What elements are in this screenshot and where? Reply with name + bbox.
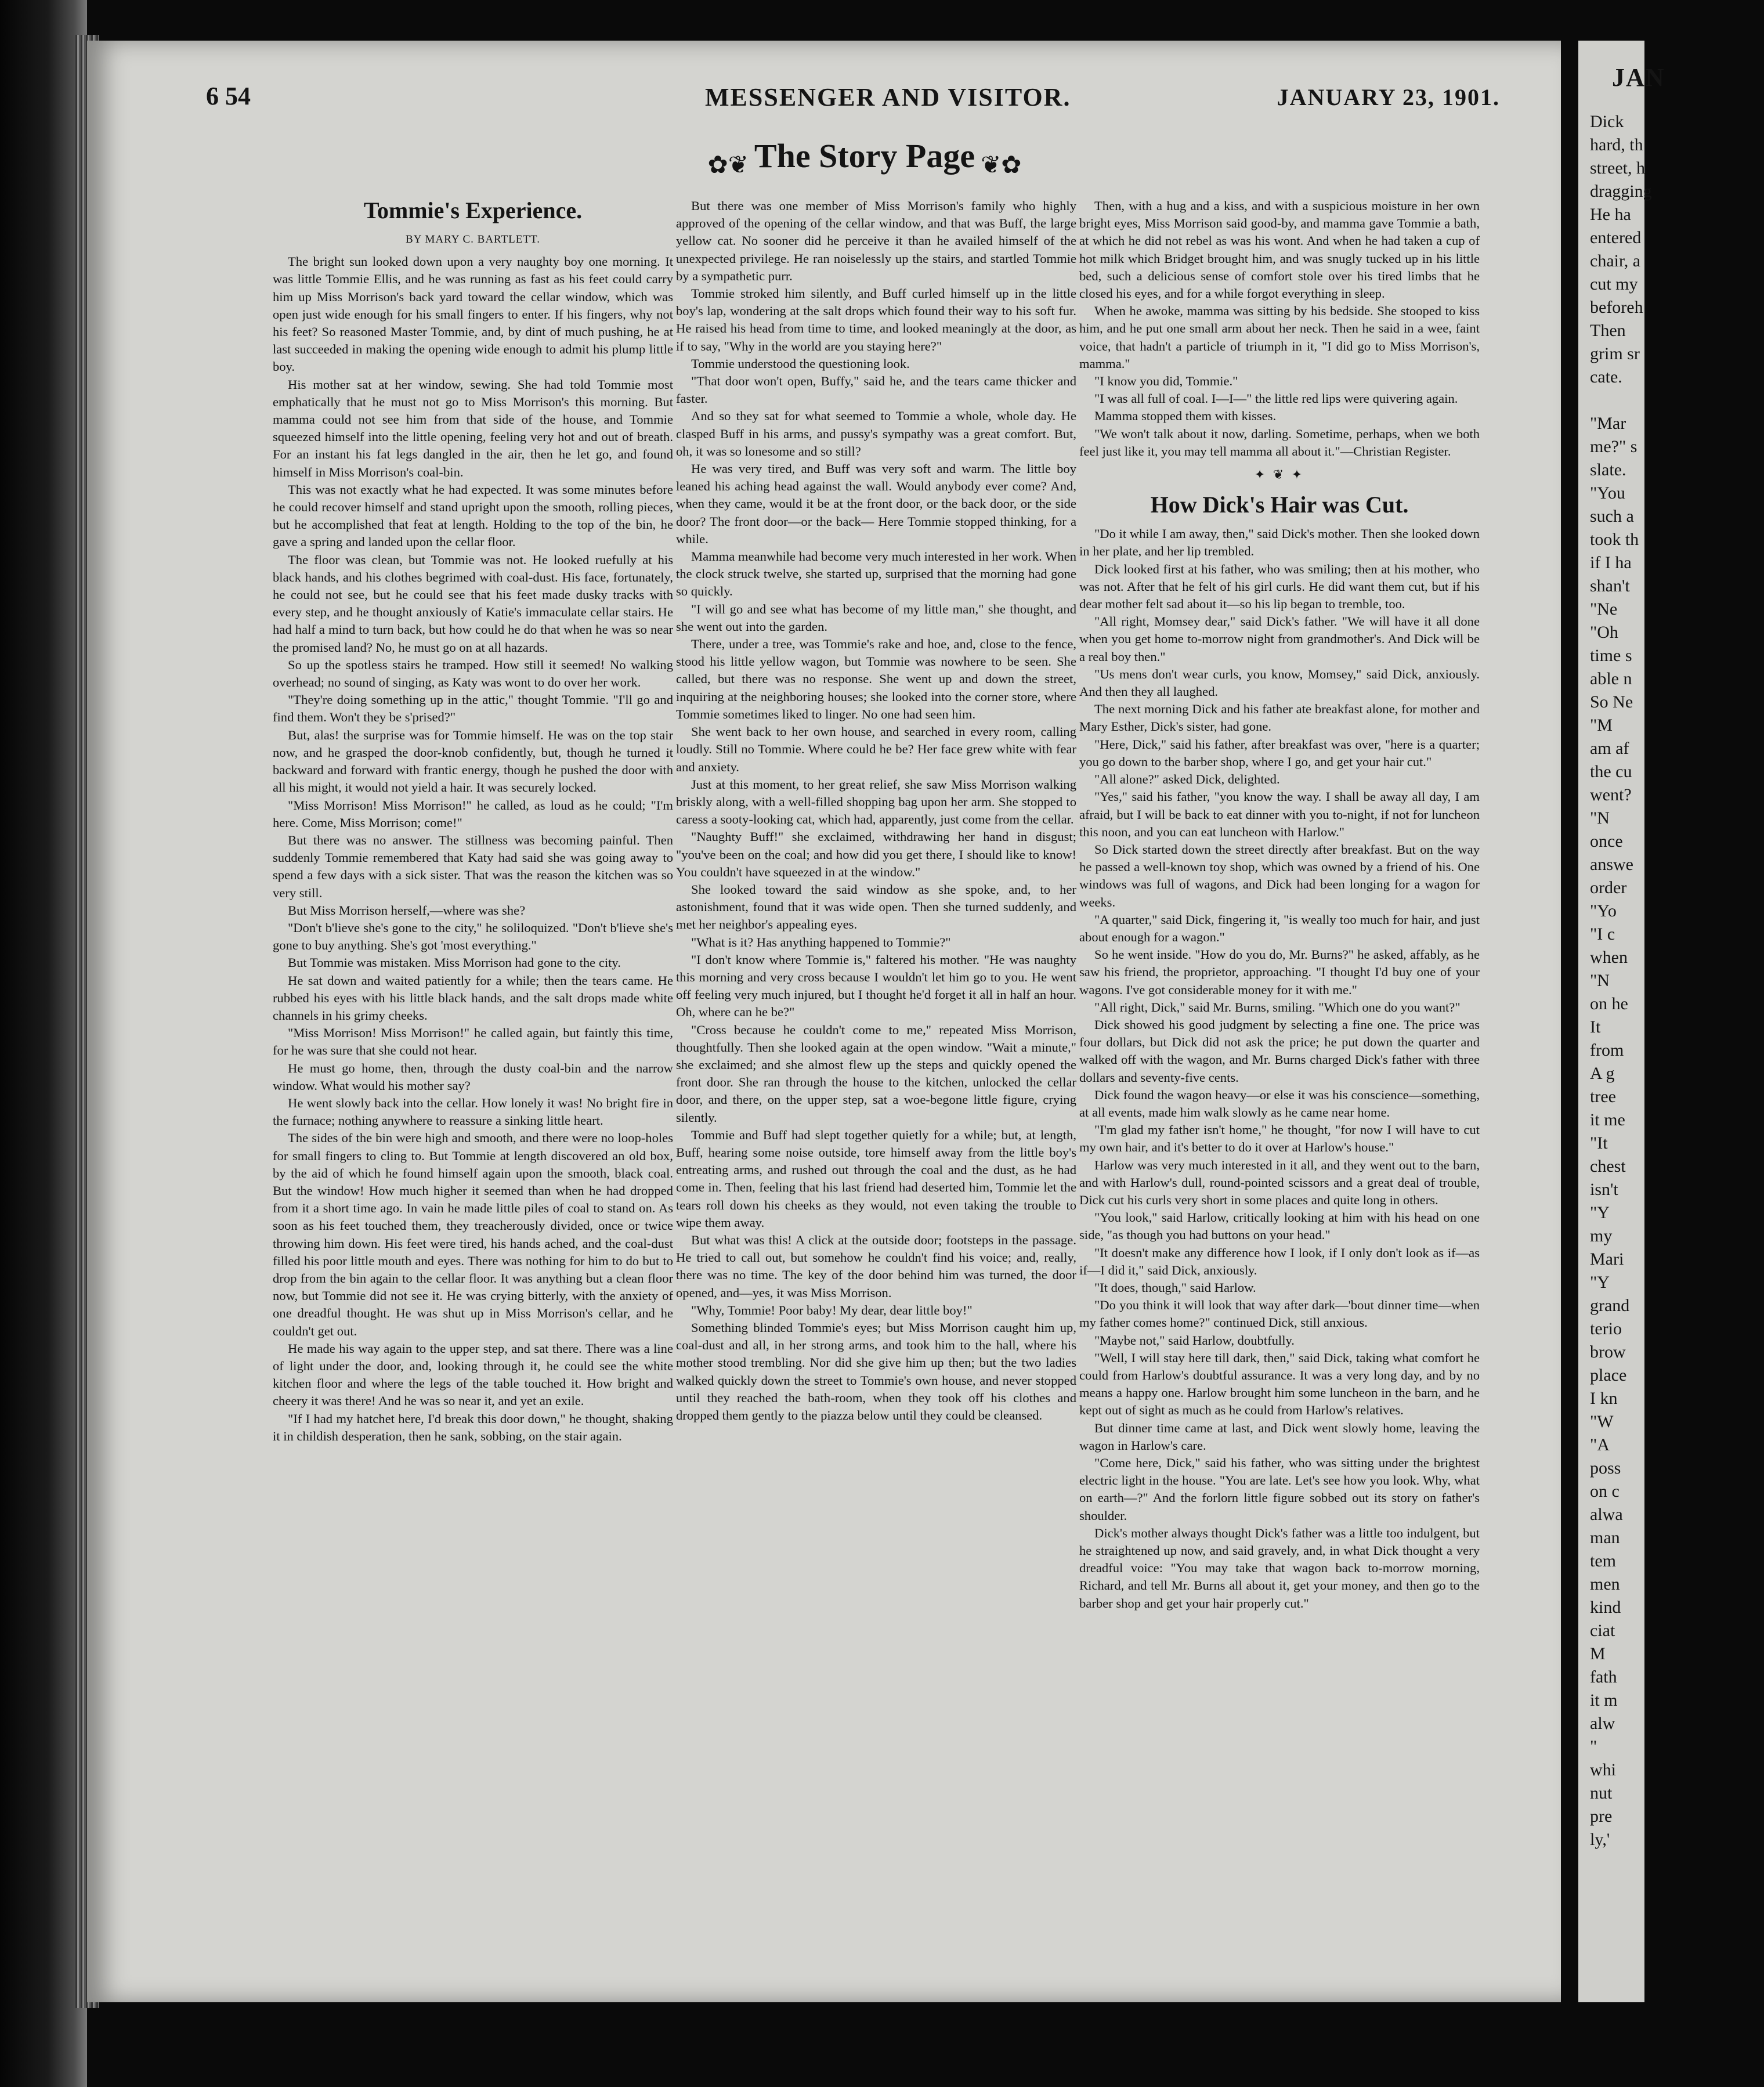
adjacent-page-header: JAN [1612, 63, 1665, 92]
story-paragraph: "Don't b'lieve she's gone to the city," he soliloquized. "Don't b'lieve she's gone to buy anything. She's got 'most everything." [273, 920, 673, 953]
story-paragraph: "Do it while I am away, then," said Dick's mother. Then she looked down in her plate, and her lip trembled. [1079, 526, 1480, 559]
adjacent-page-line: Mari [1590, 1250, 1624, 1269]
story-paragraph: His mother sat at her window, sewing. She had told Tommie most emphatically that he must not go to Miss Morrison's this morning. But mamma could not see him from that side of the house, and Tommie squeezed himself into the little opening, feeling very hot and out of breath. For an instant his fat legs dangled in the air, then he let go, and found himself in Miss Morrison's coal-bin. [273, 377, 673, 479]
story-paragraph: But there was no answer. The stillness was becoming painful. Then suddenly Tommie remembered that Katy had said she was going away to spend a few days with a sick sister. That was the reason the kitchen was so very still. [273, 832, 673, 900]
section-title-text: The Story Page [754, 137, 975, 175]
adjacent-page-line: "N [1590, 808, 1610, 828]
adjacent-page-line: A g [1590, 1064, 1615, 1083]
story-paragraph: "Naughty Buff!" she exclaimed, withdrawing her hand in disgust; "you've been on the coal; and how did you get there, I should like to know! You couldn't have squeezed in at the window." [676, 829, 1076, 879]
adjacent-page-line: slate. [1590, 460, 1626, 479]
adjacent-page-line: "Y [1590, 1273, 1610, 1292]
adjacent-page-line: terio [1590, 1319, 1622, 1338]
story-paragraph: "A quarter," said Dick, fingering it, "is weally too much for hair, and just about enough for a wagon." [1079, 912, 1480, 944]
story-paragraph: "Miss Morrison! Miss Morrison!" he called, as loud as he could; "I'm here. Come, Miss Morrison; come!" [273, 797, 673, 830]
adjacent-page-line: He ha [1590, 205, 1631, 224]
story-paragraph: Mamma stopped them with kisses. [1094, 409, 1277, 424]
adjacent-page-line: if I ha [1590, 553, 1632, 572]
story-paragraph: He must go home, then, through the dusty coal-bin and the narrow window. What would his mother say? [273, 1060, 673, 1093]
adjacent-page-line: man [1590, 1528, 1620, 1547]
adjacent-page-line: time s [1590, 646, 1632, 665]
story-paragraph: Just at this moment, to her great relief, she saw Miss Morrison walking briskly along, with a well-filled shopping bag upon her arm. She stopped to caress a sooty-looking cat, which had, apparently, just come from the cellar. [676, 777, 1076, 827]
story-paragraph: "I will go and see what has become of my little man," she thought, and she went out into the garden. [676, 601, 1076, 634]
ornament-icon: ✿❦ [707, 152, 749, 179]
story-paragraph: "Miss Morrison! Miss Morrison!" he called again, but faintly this time, for he was sure that she could not hear. [273, 1026, 673, 1058]
story-paragraph: Dick's mother always thought Dick's father was a little too indulgent, but he straightened up now, and said gravely, and, in what Dick thought a very dreadful voice: "You may take that wagon back to-morrow morning, Richard, and tell Mr. Burns all about it, get your money, and then go to the barber shop and get your hair properly cut." [1079, 1525, 1480, 1611]
story-paragraph: Dick showed his good judgment by selecting a fine one. The price was four dollars, but Dick did not ask the price; he put down the quarter and walked off with the wagon, and Mr. Burns charged Dick's father with three dollars and seventy-five cents. [1079, 1017, 1480, 1085]
adjacent-page-line: "It [1590, 1133, 1608, 1153]
story-byline: BY MARY C. BARTLETT. [406, 233, 540, 245]
story-paragraph: He went slowly back into the cellar. How lonely it was! No bright fire in the furnace; nothing anywhere to reassure a sinking little heart. [273, 1095, 673, 1128]
story-title: Tommie's Experience. [363, 197, 583, 223]
adjacent-page-line: tem [1590, 1551, 1616, 1570]
column-1 [273, 197, 673, 1938]
story-paragraph: "I know you did, Tommie." [1094, 374, 1238, 389]
story-paragraph: "That door won't open, Buffy," said he, and the tears came thicker and faster. [676, 374, 1076, 406]
adjacent-page-line: cate. [1590, 367, 1622, 387]
story-paragraph: "They're doing something up in the attic," thought Tommie. "I'll go and find them. Won't they be s'prised?" [273, 692, 673, 725]
column-3 [1079, 197, 1480, 1938]
story-paragraph: But dinner time came at last, and Dick went slowly home, leaving the wagon in Harlow's care. [1079, 1420, 1480, 1453]
story-paragraph: Something blinded Tommie's eyes; but Miss Morrison caught him up, coal-dust and all, in her strong arms, and took him to the hall, where his mother stood trembling. Nor did she give him up then; but the two ladies walked quickly down the street to Tommie's own house, and never stopped until they reached the bath-room, when they took off his clothes and dropped them gently to the piazza below until they could be cleansed. [676, 1320, 1076, 1423]
adjacent-page-line: chair, a [1590, 251, 1641, 270]
story-paragraph: So up the spotless stairs he tramped. How still it seemed! No walking overhead; no sound of singing, as Katy was wont to do over her work. [273, 657, 673, 690]
adjacent-page-line: chest [1590, 1157, 1626, 1176]
story-paragraph: "You look," said Harlow, critically looking at him with his head on one side, "as though you had buttons on your head." [1079, 1210, 1480, 1243]
story-paragraph: "It does, though," said Harlow. [1094, 1280, 1256, 1295]
story-paragraph: "Here, Dick," said his father, after breakfast was over, "here is a quarter; you go down to the barber shop, where I go, and get your hair cut." [1079, 736, 1480, 769]
adjacent-page-lines [1590, 110, 1764, 1851]
adjacent-page-line: the cu [1590, 762, 1632, 781]
story-paragraph: The sides of the bin were high and smooth, and there were no loop-holes for small fingers to cling to. But Tommie at length discovered an old box, by the aid of which he found himself again upon the smooth, black coal. But the window! How much higher it seemed than when he had dropped from it a short time ago. In vain he made little piles of coal to stand on. As soon as his feet touched them, they treacherously divided, once or twice throwing him down. His feet were tired, his hands ached, and the coal-dust filled his poor little mouth and eyes. There was nothing for him to do but to drop from the bin again to the cellar floor. It was anything but a clean floor now, but Tommie did not see it. He was crying bitterly, with the anxiety of one dreadful thought. He was shut up in Miss Morrison's cellar, and he couldn't get out. [273, 1131, 673, 1338]
story-paragraph: Harlow was very much interested in it all, and they went out to the barn, and with Harlow's dull, round-pointed scissors and a great deal of trouble, Dick cut his curls very short in some places and quite long in others. [1079, 1157, 1480, 1207]
story-paragraph: "I'm glad my father isn't home," he thought, "for now I will have to cut my own hair, and it's better to do it over at Harlow's house." [1079, 1122, 1480, 1155]
story-paragraph: "What is it? Has anything happened to Tommie?" [691, 934, 951, 949]
adjacent-page-line: took th [1590, 530, 1639, 549]
adjacent-page-line: "M [1590, 716, 1613, 735]
column-2 [676, 197, 1076, 1938]
adjacent-page-line: Then [1590, 321, 1626, 340]
story-paragraph: "If I had my hatchet here, I'd break this door down," he thought, shaking it in childish desperation, then he sank, sobbing, on the stair again. [273, 1411, 673, 1443]
story-paragraph: "It doesn't make any difference how I look, if I only don't look as if—as if—I did it," said Dick, anxiously. [1079, 1245, 1480, 1277]
story-paragraph: He was very tired, and Buff was very soft and warm. The little boy leaned his aching head against the wall. Would anybody ever come? And, when they came, would it be at the front door, or the back door, or the side door? The front door—or the back— Here Tommie stopped thinking, for a while. [676, 461, 1076, 546]
adjacent-page-line: I kn [1590, 1389, 1618, 1408]
adjacent-page-line: dragging [1590, 182, 1652, 201]
adjacent-page-line: "A [1590, 1435, 1610, 1454]
adjacent-page-line: place [1590, 1366, 1627, 1385]
story-paragraph: "I don't know where Tommie is," faltered his mother. "He was naughty this morning and very cross because I wouldn't let him go to you. He went off feeling very much injured, but I thought he'd forget it all in half an hour. Oh, where can he be?" [676, 952, 1076, 1020]
story-paragraph: Tommie and Buff had slept together quietly for a while; but, at length, Buff, hearing some noise outside, tore himself away from the little boy's entreating arms, and rushed out through the coal and the dust, as he had come in. Then, feeling that his last friend had deserted him, Tommie let the tears roll down his cheeks as they would, not even taking the trouble to wipe them away. [676, 1127, 1076, 1230]
adjacent-page-fragment [1578, 41, 1665, 2002]
adjacent-page-line: street, h [1590, 158, 1645, 178]
adjacent-page-line: alw [1590, 1714, 1615, 1733]
adjacent-page-line: brow [1590, 1342, 1626, 1362]
adjacent-page-line: from [1590, 1041, 1624, 1060]
story-paragraph: Tommie stroked him silently, and Buff curled himself up in the little boy's lap, wondering at the salt drops which found their way to his soft fur. He raised his head from time to time, and looked meaningly at the door, as if to say, "Why in the world are you staying here?" [676, 286, 1076, 353]
adjacent-page-line [1590, 389, 1764, 412]
adjacent-page-line: on he [1590, 994, 1628, 1013]
adjacent-page-line: once [1590, 832, 1623, 851]
story-paragraph: "Do you think it will look that way after dark—'bout dinner time—when my father comes home?" continued Dick, still anxious. [1079, 1298, 1480, 1330]
adjacent-page-line: "Yo [1590, 901, 1617, 920]
adjacent-page-line: M [1590, 1644, 1606, 1663]
adjacent-page-line: grand [1590, 1296, 1630, 1315]
adjacent-page-line: answe [1590, 855, 1633, 874]
adjacent-page-line: beforeh [1590, 298, 1643, 317]
story-paragraph: "All right, Momsey dear," said Dick's father. "We will have it all done when you get home to-morrow night from grandmother's. And Dick will be a real boy then." [1079, 614, 1480, 664]
adjacent-page-line: when [1590, 948, 1628, 967]
adjacent-page-line: ly,' [1590, 1830, 1610, 1849]
adjacent-page-line: such a [1590, 507, 1634, 526]
adjacent-page-line: men [1590, 1575, 1620, 1594]
story-paragraph: And so they sat for what seemed to Tommie a whole, whole day. He clasped Buff in his arms, and pussy's sympathy was a great comfort. But, oh, it was so lonesome and so still? [676, 409, 1076, 458]
adjacent-page-line: on c [1590, 1482, 1620, 1501]
story-paragraph: There, under a tree, was Tommie's rake and hoe, and, close to the fence, stood his little yellow wagon, but Tommie was nowhere to be seen. She called, but there was no response. She went up and down the street, inquiring at the neighboring houses; she looked into the corner store, where Tommie sometimes liked to linger. No one had seen him. [676, 637, 1076, 721]
story-paragraph: The floor was clean, but Tommie was not. He looked ruefully at his black hands, and his clothes begrimed with coal-dust. His face, fortunately, he could not see, but he could see that his feet made dusky tracks with every step, and he thought anxiously of Katie's immaculate cellar stairs. He had half a mind to turn back, but how could he do that when he was so near the promised land? No, he must go on at all hazards. [273, 552, 673, 655]
story-paragraph: But what was this! A click at the outside door; footsteps in the passage. He tried to call out, but somehow he couldn't find his voice; and, really, there was no time. The key of the door behind him was turned, the door opened, and—yes, it was Miss Morrison. [676, 1232, 1076, 1300]
adjacent-page-line: "Oh [1590, 623, 1618, 642]
masthead: MESSENGER AND VISITOR. [705, 83, 1071, 111]
adjacent-page-line: It [1590, 1017, 1601, 1037]
adjacent-page-line: poss [1590, 1458, 1621, 1478]
adjacent-page-line: "Mar [1590, 414, 1626, 433]
adjacent-page-line: "You [1590, 483, 1625, 503]
adjacent-page-line: able n [1590, 669, 1632, 688]
adjacent-page-line: " [1590, 1737, 1597, 1756]
story-paragraph: He made his way again to the upper step, and sat there. There was a line of light under the door, and, looking through it, he could see the white kitchen floor and where the legs of the table touched it. How bright and cheery it was there! And he was so near it, and yet an exile. [273, 1341, 673, 1409]
adjacent-page-line: me?" s [1590, 437, 1638, 456]
story-paragraph: This was not exactly what he had expected. It was some minutes before he could recover himself and stand upright upon the smooth, rolling pieces, but he accomplished that feat at length. Holding to the top of the bin, he gave a spring and landed upon the cellar floor. [273, 482, 673, 550]
adjacent-page-line: am af [1590, 739, 1629, 758]
story-paragraph: "Yes," said his father, "you know the way. I shall be away all day, I am afraid, but I will be back to eat dinner with you to-night, if not for luncheon this noon, and you can eat luncheon with Harlow." [1079, 789, 1480, 839]
story-paragraph: But Miss Morrison herself,—where was she? [288, 902, 526, 918]
story-paragraph: She looked toward the said window as she spoke, and, to her astonishment, found that it was wide open. Then she turned suddenly, and met her neighbor's appealing eyes. [676, 882, 1076, 932]
story-paragraph: "Why, Tommie! Poor baby! My dear, dear little boy!" [691, 1302, 973, 1317]
adjacent-page-line: grim sr [1590, 344, 1640, 363]
story-title: How Dick's Hair was Cut. [1150, 492, 1409, 518]
scan-dark-border [0, 0, 87, 2087]
adjacent-page-line: "Ne [1590, 600, 1618, 619]
page-header [206, 81, 1500, 122]
adjacent-page-line: went? [1590, 785, 1632, 804]
adjacent-page-line: "I c [1590, 925, 1615, 944]
adjacent-page-line: "W [1590, 1412, 1614, 1431]
story-paragraph: When he awoke, mamma was sitting by his bedside. She stooped to kiss him, and he put one small arm about her neck. Then he said in a wee, faint voice, that hadn't a particle of triumph in it, "I did go to Miss Morrison's, mamma." [1079, 304, 1480, 371]
adjacent-page-line: So Ne [1590, 692, 1633, 712]
story-paragraph: "All alone?" asked Dick, delighted. [1094, 772, 1280, 787]
story-paragraph: She went back to her own house, and searched in every room, calling loudly. Still no Tommie. Where could he be? Her face grew white with fear and anxiety. [676, 724, 1076, 774]
story-paragraph: Tommie understood the questioning look. [691, 356, 910, 371]
story-paragraph: "Come here, Dick," said his father, who was sitting under the brightest electric light in the house. "You are late. Let's see how you look. Why, what on earth—?" And the forlorn little figure sobbed out its story on father's shoulder. [1079, 1456, 1480, 1523]
story-paragraph: But, alas! the surprise was for Tommie himself. He was on the top stair now, and he grasped the door-knob confidently, but, though he turned it backward and forward with frantic energy, though he pushed the door with all his might, it would not yield a hair. It was securely locked. [273, 727, 673, 795]
adjacent-page-line: whi [1590, 1760, 1616, 1779]
story-paragraph: "Cross because he couldn't come to me," repeated Miss Morrison, thoughtfully. Then she looked again at the open window. "Wait a minute," she exclaimed; and she almost flew up the steps and quickly opened the front door. She ran through the house to the kitchen, unlocked the cellar door, and there, on the upper step, sat a woe-begone little figure, crying silently. [676, 1022, 1076, 1125]
story-paragraph: Dick looked first at his father, who was smiling; then at his mother, who was not. After that he felt of his girl curls. He did want them cut, but if his dear mother felt sad about it—so his lip began to tremble, too. [1079, 561, 1480, 612]
adjacent-page-line: shan't [1590, 576, 1630, 595]
story-paragraph: The next morning Dick and his father ate breakfast alone, for mother and Mary Esther, Dick's sister, had gone. [1079, 702, 1480, 734]
adjacent-page-line: isn't [1590, 1180, 1618, 1199]
adjacent-page-line: Dick [1590, 112, 1624, 131]
story-paragraph: "Well, I will stay here till dark, then," said Dick, taking what comfort he could from Harlow's doubtful assurance. It was a very long day, and by no means a happy one. Harlow brought him some luncheon in the barn, and he kept out of sight as much as he could from Harlow's relatives. [1079, 1350, 1480, 1418]
adjacent-page-line: it me [1590, 1110, 1625, 1129]
story-paragraph: "I was all full of coal. I—I—" the little red lips were quivering again. [1094, 391, 1458, 406]
adjacent-page-line: it m [1590, 1691, 1618, 1710]
story-paragraph: The bright sun looked down upon a very naughty boy one morning. It was little Tommie Ellis, and he was running as fast as his feet could carry him up Miss Morrison's back yard toward the cellar window, which was open just wide enough for his small fingers to enter. If his fingers, why not his feet? So reasoned Master Tommie, and, by dint of much pushing, he at last succeeded in making the opening wide enough to admit his plump little boy. [273, 254, 673, 374]
ornament-icon: ❦✿ [981, 152, 1022, 179]
adjacent-page-line: my [1590, 1226, 1613, 1245]
story-paragraph: Then, with a hug and a kiss, and with a suspicious moisture in her own bright eyes, Miss Morrison said good-by, and mamma gave Tommie a bath, at which he did not rebel as was his wont. And when he had taken a cup of hot milk which Bridget brought him, and was snugly tucked up in his little bed, such a delicious sense of comfort stole over his tired limbs that he closed his eyes, and for a while forgot everything in sleep. [1079, 198, 1480, 301]
adjacent-page-line: nut [1590, 1783, 1613, 1803]
adjacent-page-line: ciat [1590, 1621, 1615, 1640]
story-paragraph: So he went inside. "How do you do, Mr. Burns?" he asked, affably, as he saw his friend, the proprietor, approaching. "I thought I'd buy one of your wagons. I've got considerable money for it with me." [1079, 947, 1480, 997]
adjacent-page-line: alwa [1590, 1505, 1623, 1524]
story-paragraph: But Tommie was mistaken. Miss Morrison had gone to the city. [288, 955, 621, 970]
page-gutter [1561, 0, 1578, 2087]
story-paragraph: Dick found the wagon heavy—or else it was his conscience—something, at all events, made him walk slowly as he came near home. [1079, 1087, 1480, 1120]
adjacent-page-line: tree [1590, 1087, 1616, 1106]
adjacent-page-line: order [1590, 878, 1627, 897]
section-title [656, 136, 1073, 183]
adjacent-page-line: fath [1590, 1667, 1617, 1687]
dateline: JANUARY 23, 1901. [1277, 84, 1500, 110]
story-paragraph: Mamma meanwhile had become very much interested in her work. When the clock struck twelve, she started up, surprised that the morning had gone so quickly. [676, 549, 1076, 599]
story-paragraph: But there was one member of Miss Morrison's family who highly approved of the opening of the cellar window, and that was Buff, the large yellow cat. No sooner did he perceive it than he availed himself of the unexpected privilege. He ran noiselessly up the stairs, and startled Tommie by a sympathetic purr. [676, 198, 1076, 283]
adjacent-page-line: entered [1590, 228, 1642, 247]
divider-ornament-icon: ✦ ❦ ✦ [1254, 467, 1305, 482]
story-paragraph: "Maybe not," said Harlow, doubtfully. [1094, 1333, 1295, 1348]
story-paragraph: "All right, Dick," said Mr. Burns, smiling. "Which one do you want?" [1094, 999, 1461, 1014]
story-paragraph: He sat down and waited patiently for a while; then the tears came. He rubbed his eyes with his little black hands, and the salt drops made white channels in his grimy cheeks. [273, 973, 673, 1023]
adjacent-page-line: cut my [1590, 275, 1638, 294]
adjacent-page-line: hard, th [1590, 135, 1643, 154]
story-paragraph: So Dick started down the street directly after breakfast. But on the way he passed a well-known toy shop, which was owned by a friend of his. One windows was full of wagons, and Dick had been longing for a wagon for weeks. [1079, 842, 1480, 909]
adjacent-page-line: kind [1590, 1598, 1621, 1617]
page-number: 6 54 [206, 82, 251, 110]
adjacent-page-line: "N [1590, 971, 1610, 990]
adjacent-page-line: "Y [1590, 1203, 1610, 1222]
story-paragraph: "Us mens don't wear curls, you know, Momsey," said Dick, anxiously. And then they all laughed. [1079, 666, 1480, 699]
adjacent-page-line: pre [1590, 1807, 1613, 1826]
story-paragraph: "We won't talk about it now, darling. Sometime, perhaps, when we both feel just like it, you may tell mamma all about it."—Christian Register. [1079, 426, 1480, 458]
